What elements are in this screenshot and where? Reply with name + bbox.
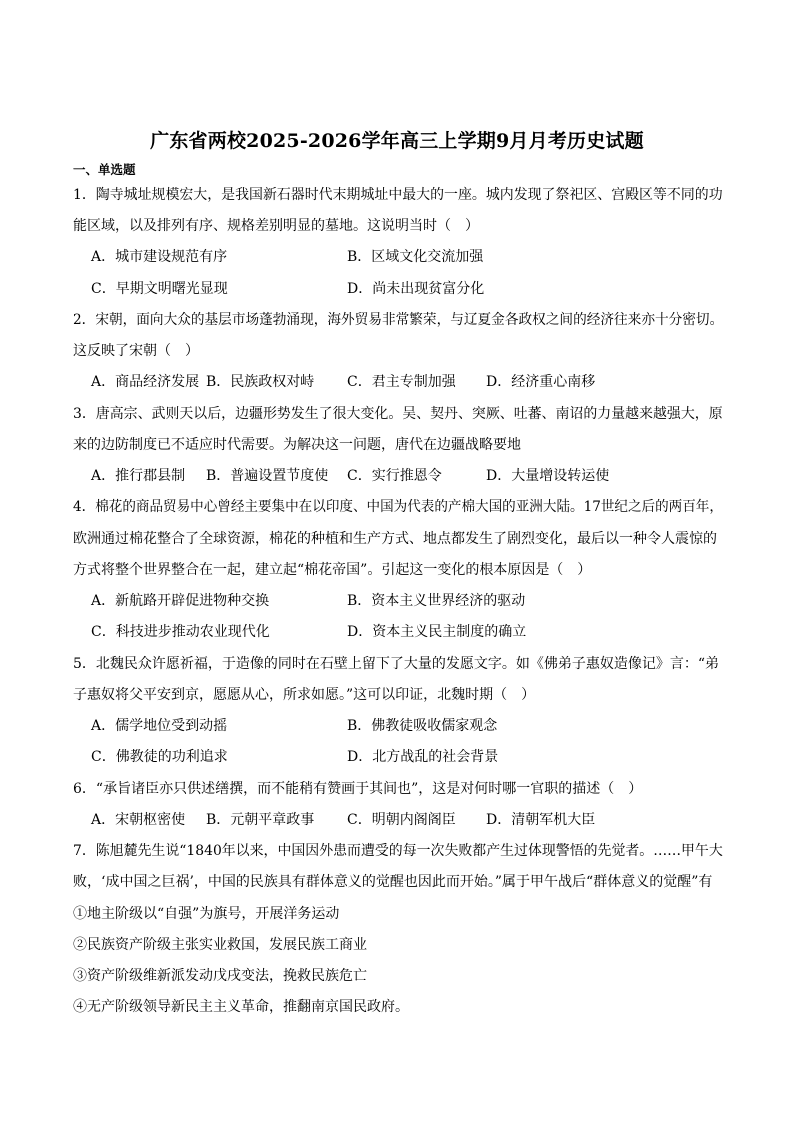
question-5-option-c: C．佛教徒的功利追求 <box>91 749 228 765</box>
question-4-option-b: B．资本主义世界经济的驱动 <box>347 593 526 609</box>
question-4-option-c: C．科技进步推动农业现代化 <box>91 624 270 640</box>
question-4-line-3: 方式将整个世界整合在一起，建立起“棉花帝国”。引起这一变化的根本原因是（ ） <box>73 562 592 578</box>
question-7-statement-3: ③资产阶级维新派发动戊戌变法，挽救民族危亡 <box>73 968 367 984</box>
question-3-option-a: A．推行郡县制 <box>91 468 186 484</box>
question-2-line-2: 这反映了宋朝（ ） <box>73 343 199 359</box>
question-1-line-2: 能区域，以及排列有序、规格差别明显的墓地。这说明当时（ ） <box>73 218 479 234</box>
question-6-option-c: C．明朝内阁阁臣 <box>347 812 456 828</box>
question-6-option-d: D．清朝军机大臣 <box>486 812 596 828</box>
question-2-option-a: A．商品经济发展 <box>91 374 200 390</box>
question-4-line-1: 4．棉花的商品贸易中心曾经主要集中在以印度、中国为代表的产棉大国的亚洲大陆。17世纪之后的两百年， <box>73 499 723 515</box>
question-3-line-2: 来的边防制度已不适应时代需要。为解决这一问题，唐代在边疆战略要地 <box>73 437 521 453</box>
question-7-statement-4: ④无产阶级领导新民主主义革命，推翻南京国民政府。 <box>73 999 409 1015</box>
question-5-line-1: 5．北魏民众许愿祈福，于造像的同时在石壁上留下了大量的发愿文字。如《佛弟子惠奴造像记》言：“弟 <box>73 656 720 672</box>
question-6-option-a: A．宋朝枢密使 <box>91 812 186 828</box>
question-7-statement-2: ②民族资产阶级主张实业救国，发展民族工商业 <box>73 937 367 953</box>
question-3-line-1: 3．唐高宗、武则天以后，边疆形势发生了很大变化。吴、契丹、突厥、吐蕃、南诏的力量越来越强大，原 <box>73 406 723 422</box>
section-heading: 一、单选题 <box>73 162 136 177</box>
question-4-option-a: A．新航路开辟促进物种交换 <box>91 593 270 609</box>
question-3-option-d: D．大量增设转运使 <box>486 468 610 484</box>
question-3-option-c: C．实行推恩令 <box>347 468 442 484</box>
question-5-option-b: B．佛教徒吸收儒家观念 <box>347 718 498 734</box>
question-2-option-b: B．民族政权对峙 <box>206 374 315 390</box>
question-1-option-d: D．尚未出现贫富分化 <box>347 281 485 297</box>
question-2-option-c: C．君主专制加强 <box>347 374 456 390</box>
question-7-statement-1: ①地主阶级以“自强”为旗号，开展洋务运动 <box>73 906 340 922</box>
question-1-option-c: C．早期文明曙光显现 <box>91 281 228 297</box>
question-6-line-1: 6．“承旨诸臣亦只供述缮撰，而不能稍有赞画于其间也”，这是对何时哪一官职的描述（ ） <box>73 781 643 797</box>
question-1-option-b: B．区域文化交流加强 <box>347 249 484 265</box>
question-1-option-a: A．城市建设规范有序 <box>91 249 228 265</box>
question-1-line-1: 1．陶寺城址规模宏大，是我国新石器时代末期城址中最大的一座。城内发现了祭祀区、宫殿区等不同的功 <box>73 187 723 203</box>
question-5-line-2: 子惠奴将父平安到京，愿愿从心，所求如愿。”这可以印证，北魏时期（ ） <box>73 687 536 703</box>
question-7-line-1: 7．陈旭麓先生说“1840年以来，中国因外患而遭受的每一次失败都产生过体现警悟的先觉者。……甲午大 <box>73 843 723 859</box>
question-2-line-1: 2．宋朝，面向大众的基层市场蓬勃涌现，海外贸易非常繁荣，与辽夏金各政权之间的经济往来亦十分密切。 <box>73 312 724 328</box>
question-3-option-b: B．普遍设置节度使 <box>206 468 329 484</box>
question-6-option-b: B．元朝平章政事 <box>206 812 315 828</box>
question-7-line-2: 败，‘成中国之巨祸’，中国的民族具有群体意义的觉醒也因此而开始。”属于甲午战后“群体意义的觉醒”有 <box>73 874 713 890</box>
question-4-line-2: 欧洲通过棉花整合了全球资源，棉花的种植和生产方式、地点都发生了剧烈变化，最后以一种令人震惊的 <box>73 531 717 547</box>
question-5-option-a: A．儒学地位受到动摇 <box>91 718 228 734</box>
question-2-option-d: D．经济重心南移 <box>486 374 596 390</box>
question-4-option-d: D．资本主义民主制度的确立 <box>347 624 527 640</box>
page-title: 广东省两校2025-2026学年高三上学期9月月考历史试题 <box>150 130 644 152</box>
question-5-option-d: D．北方战乱的社会背景 <box>347 749 499 765</box>
